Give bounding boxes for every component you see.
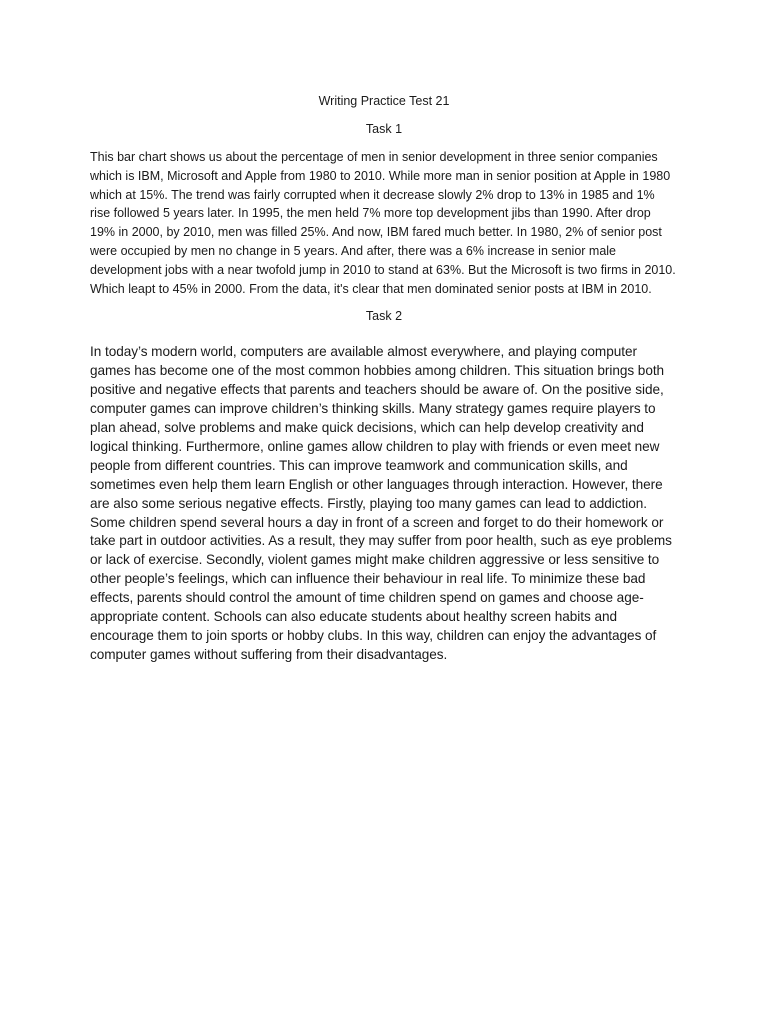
task2-body: In today’s modern world, computers are available almost everywhere, and playing computer games has become one of the most common hobbies among children. This situation brings both positive and negative effects that parents and teachers should be aware of. On the positive side, computer games can improve children’s thinking skills. Many strategy games require players to plan ahead, solve problems and make quick decisions, which can help develop creativity and logical thinking. Furthermore, online games allow children to play with friends or even meet new people from different countries. This can improve teamwork and communication skills, and sometimes even help them learn English or other languages through interaction. However, there are also some serious negative effects. Firstly, playing too many games can lead to addiction. Some children spend several hours a day in front of a screen and forget to do their homework or take part in outdoor activities. As a result, they may suffer from poor health, such as eye problems or lack of exercise. Secondly, violent games might make children aggressive or less sensitive to other people’s feelings, which can influence their behaviour in real life. To minimize these bad effects, parents should control the amount of time children spend on games and choose age-appropriate content. Schools can also educate students about healthy screen habits and encourage them to join sports or hobby clubs. In this way, children can enjoy the advantages of computer games without suffering from their disadvantages.: [90, 344, 672, 662]
task2-heading: Task 2: [365, 309, 403, 324]
document-title: Writing Practice Test 21: [318, 94, 450, 108]
document-page: [90, 92, 678, 665]
task1-heading: Task 1: [365, 122, 403, 136]
task1-body: This bar chart shows us about the percentage of men in senior development in three senior companies which is IBM, Microsoft and Apple from 1980 to 2010. While more man in senior position at Apple in 1980 which at 15%. The trend was fairly corrupted when it decrease slowly 2% drop to 13% in 1985 and 1% rise followed 5 years later. In 1995, the men held 7% more top development jibs than 1990. After drop 19% in 2000, by 2010, men was filled 25%. And now, IBM fared much better. In 1980, 2% of senior post were occupied by men no change in 5 years. And after, there was a 6% increase in senior male development jobs with a near twofold jump in 2010 to stand at 63%. But the Microsoft is two firms in 2010. Which leapt to 45% in 2000. From the data, it's clear that men dominated senior posts at IBM in 2010.: [90, 150, 676, 296]
